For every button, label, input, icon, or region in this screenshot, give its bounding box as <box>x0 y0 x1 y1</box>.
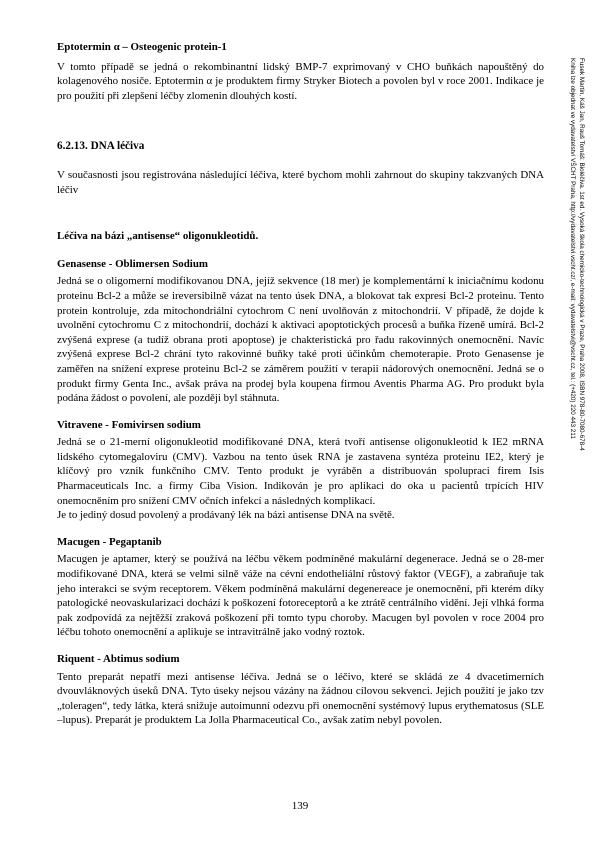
copyright-sidebar <box>558 58 586 668</box>
riquent-heading: Riquent - Abtimus sodium <box>57 653 180 665</box>
riquent-text: Tento preparát nepatří mezi antisense léčiva. Jedná se o léčivo, které se skládá ze 4 dvacetimerních dvouvláknových úseků DNA. Tyto úseky nejsou vázány na žádnou cílovou sekvenci. Jejich použití je jako tzv „toleragen“, tedy látka, která snižuje autoimunní odezvu při onemocnění systémový lupus erythematosus (SLE –lupus). Preparát je produktem La Jolla Pharmaceutical Co., avšak zatím nebyl povolen. <box>57 670 544 727</box>
vitravene-text: Jedná se o 21-merní oligonukleotid modifikované DNA, která tvoří antisense oligonukleotid k IE2 mRNA lidského cytomegaloviru (CMV). Vazbou na tento úsek RNA je zastavena syntéza proteinu IE2, který je klíčový pro vznik funkčního CMV. Tento produkt je vyráběn a distribuován spolupraci firem Isis Pharmaceuticals Inc. a firmy Ciba Vision. Indikován je pro aplikaci do oka u pacientů trpících HIV onemocněním pro snížení CMV očních infekcí a následných komplikací. <box>57 436 544 507</box>
macugen-text: Macugen je aptamer, který se používá na léčbu věkem podmíněné makulární degenerace. Jedná se o 28-mer modifikované DNA, která se velmi silně váže na cévní endotheliální růstový faktor (VEGF), a zabraňuje tak jeho interakci se svým receptorem. Věkem podmíněná makulární degenereace je onemocnění, při kterém díky patologické neovaskularizaci dochází k poškození fotoreceptorů a ke ztrátě centrálního vidění. Její vlhká forma pak zodpovídá za nejtěžší zraková poškození při tomto typu choroby. Macugen byl povolen v roce 2004 pro léčbu tohoto onemocnění a aplikuje se intravitrálně jako vodný roztok. <box>57 553 544 639</box>
vitravene-heading: Vitravene - Fomivirsen sodium <box>57 418 201 431</box>
sidebar-order-line: Kniha lze objednat ve vydavatelství VŠCHT Praha, http://vydavatelstvi.vscht.cz/, e-mail: vydavatelstvi@vscht.cz, tel.: (+420) 220 443 211 <box>569 58 576 439</box>
macugen-heading: Macugen - Pegaptanib <box>57 535 162 548</box>
antisense-heading: Léčiva na bázi „antisense“ oligonukleotidů. <box>57 230 259 243</box>
genasense-heading: Genasense - Oblimersen Sodium <box>57 257 208 270</box>
page-content <box>57 40 544 728</box>
dna-intro-text: V současnosti jsou registrována následující léčiva, které bychom mohli zahrnout do skupiny takzvaných DNA léčiv <box>57 168 544 196</box>
copyright-sidebar-text <box>568 58 586 668</box>
page-number: 139 <box>291 800 309 812</box>
vitravene-text-note: Je to jediný dosud povolený a prodávaný lék na bázi antisense DNA na světě. <box>57 509 395 522</box>
sidebar-citation-line: Fusek Martin, Káš Jan, Rauš Tomáš: Bioléčiva. 1st ed. Vysoká škola chemicko-technologická v Praze, Praha 2008, ISBN 978-80-7080-678-4 <box>578 58 585 451</box>
eptotermin-heading: Eptotermin α – Osteogenic protein-1 <box>57 41 227 53</box>
genasense-text: Jedná se o oligomerní modifikovanou DNA, jejíž sekvence (18 mer) je komplementární k iniciačnímu kodonu proteinu Bcl-2 a může se ireversibilně vázat na tento úsek DNA, a blokovat tak expresi Bcl-2 proteinu. Tento protein kontroluje, zda mitochondriální cytochrom C není uvolňován z mitochondrií. V případě, že dojde k uvolnění cytochromu C z mitochondrií, dochází k aktivaci apoptotických procesů a buňka řízeně umírá. Bcl-2 zvýšená exprese (a tudíž obrana proti apoptose) je chakteristická pro řadu rakovinných onemocnění. Navíc zvýšená exprese Bcl-2 chrání tyto rakovinné buňky také proti účinkům chemoterapie. Proto Genasense je zaměřen na snížení exprese proteinu Bcl-2 se záměrem použití v terapii nádorových onemocnění. Jedná se o produkt firmy Genta Inc., avšak práva na prodej byla koupena firmou Aventis Pharma AG. Pro produkt byla podána žádost o povolení, ale později byl stáhnuta. <box>57 275 544 405</box>
dna-section-heading: 6.2.13. DNA léčiva <box>57 140 145 153</box>
eptotermin-text: V tomto případě se jedná o rekombinantní lidský BMP-7 exprimovaný v CHO buňkách napouštěný do kolagenového nosiče. Eptotermin α je produktem firmy Stryker Biotech a povolen byl v roce 2001. Indikace je pro použití při zlepšení léčby zlomenin dlouhých kostí. <box>57 60 544 102</box>
